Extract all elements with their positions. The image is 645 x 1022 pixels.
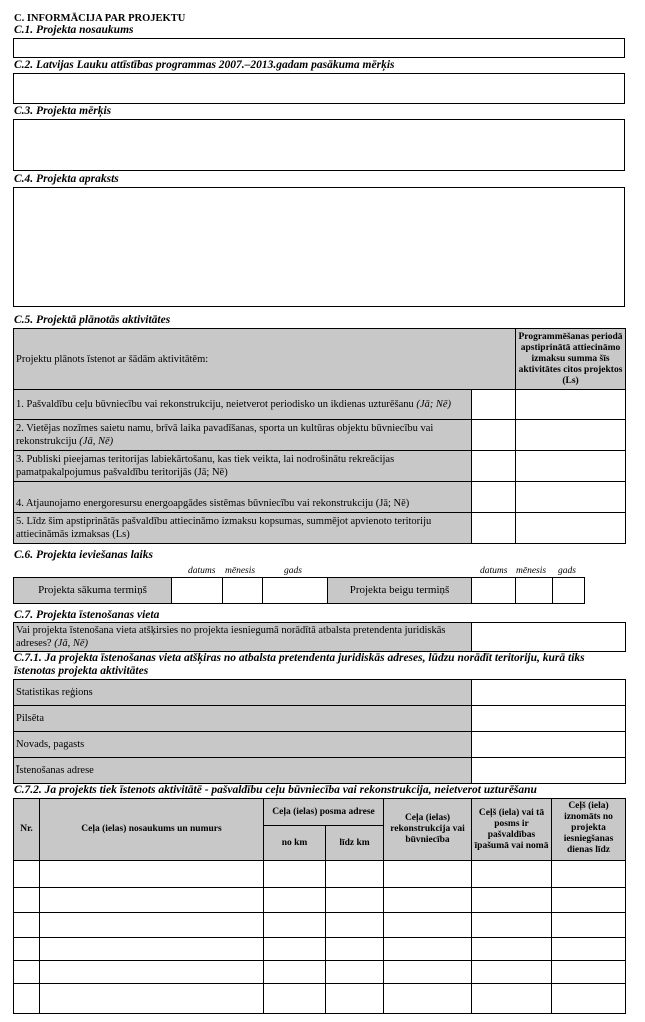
project-name-field[interactable]: [13, 38, 625, 58]
c3-label: C.3. Projekta mērķis: [14, 105, 112, 117]
activity-text: 2. Vietējas nozīmes saietu namu, brīvā laika pavadīšanas, sporta un kultūras objektu būvniecību vai rekonstrukciju (Jā, Nē): [14, 420, 472, 451]
from-km-header: no km: [264, 826, 326, 861]
county-parish-label: Novads, pagasts: [14, 732, 472, 758]
end-month-input[interactable]: [516, 578, 553, 604]
table-row: [14, 913, 626, 938]
c1-label: C.1. Projekta nosaukums: [14, 24, 134, 36]
reconstruction-header: Ceļa (ielas) rekonstrukcija vai būvniecība: [384, 799, 472, 861]
county-parish-input[interactable]: [472, 732, 626, 758]
activity-total-input[interactable]: [472, 513, 516, 544]
end-term-label: Projekta beigu termiņš: [328, 578, 472, 604]
c7-label: C.7. Projekta īstenošanas vieta: [14, 609, 160, 621]
location-question-table: [13, 622, 626, 652]
start-month-input[interactable]: [223, 578, 263, 604]
activity-text: 5. Līdz šim apstiprinātās pašvaldību attiecināmo izmaksu kopsumas, summējot apvienoto teritoriju attiecināmās izmaksas (Ls): [14, 513, 472, 544]
activity-cost-input[interactable]: [516, 482, 626, 513]
statistical-region-label: Statistikas reģions: [14, 680, 472, 706]
c5-label: C.5. Projektā plānotās aktivitātes: [14, 314, 171, 326]
table-row: [14, 984, 626, 1014]
end-year-label: gads: [558, 566, 576, 576]
leased-header: Ceļš (iela) iznomāts no projekta iesniegšanas dienas līdz: [552, 799, 626, 861]
activity-text: 3. Publiski pieejamas teritorijas labiekārtošanu, kas tiek veikta, lai nodrošinātu rekreācijas pamatpakalpojumus pašvaldību teritorijās (Jā; Nē): [14, 451, 472, 482]
nr-header: Nr.: [14, 799, 40, 861]
table-row: [14, 861, 626, 888]
activity-row: [14, 420, 626, 451]
activities-table: [13, 328, 626, 544]
project-description-field[interactable]: [13, 187, 625, 307]
ownership-header: Ceļš (iela) vai tā posms ir pašvaldības īpašumā vai nomā: [472, 799, 552, 861]
implementation-address-label: Īstenošanas adrese: [14, 758, 472, 784]
activity-row: [14, 390, 626, 420]
table-row: [14, 961, 626, 984]
activities-intro: Projektu plānots īstenot ar šādām aktivitātēm:: [14, 329, 516, 390]
activity-cost-input[interactable]: [516, 451, 626, 482]
end-month-label: mēnesis: [516, 566, 547, 576]
end-day-label: datums: [480, 566, 508, 576]
table-row: [14, 938, 626, 961]
section-title: C. INFORMĀCIJA PAR PROJEKTU: [14, 13, 186, 24]
activity-yes-no-input[interactable]: [472, 420, 516, 451]
activity-cost-input[interactable]: [516, 420, 626, 451]
location-question: Vai projekta īstenošana vieta atšķirsies no projekta iesniegumā norādītā atbalsta pretendenta juridiskās adreses? (Jā, Nē): [14, 623, 472, 652]
section-address-header: Ceļa (ielas) posma adrese: [264, 799, 384, 826]
table-row: [14, 888, 626, 913]
c6-label: C.6. Projekta ieviešanas laiks: [14, 549, 153, 561]
start-year-input[interactable]: [263, 578, 328, 604]
activity-cost-input[interactable]: [516, 390, 626, 420]
activity-row: [14, 451, 626, 482]
end-day-input[interactable]: [472, 578, 516, 604]
activity-row: [14, 482, 626, 513]
activity-text: 1. Pašvaldību ceļu būvniecību vai rekonstrukciju, neietverot periodisko un ikdienas uzturēšanu (Jā; Nē): [14, 390, 472, 420]
c2-label: C.2. Latvijas Lauku attīstības programmas 2007.–2013.gadam pasākuma mērķis: [14, 59, 395, 71]
activity-yes-no-input[interactable]: [472, 390, 516, 420]
activity-cost-input[interactable]: [516, 513, 626, 544]
roads-table: [13, 798, 626, 1014]
start-day-label: datums: [188, 566, 216, 576]
territory-table: [13, 679, 626, 784]
activity-yes-no-input[interactable]: [472, 482, 516, 513]
start-year-label: gads: [284, 566, 302, 576]
start-month-label: mēnesis: [225, 566, 256, 576]
statistical-region-input[interactable]: [472, 680, 626, 706]
activities-cost-header: Programmēšanas periodā apstiprinātā attiecināmo izmaksu summa šīs aktivitātes citos projektos (Ls): [516, 329, 626, 390]
location-answer-input[interactable]: [472, 623, 626, 652]
city-label: Pilsēta: [14, 706, 472, 732]
c72-label: C.7.2. Ja projekts tiek īstenots aktivitātē - pašvaldību ceļu būvniecība vai rekonstrukcija, neietverot uzturēšanu: [14, 784, 537, 796]
activity-text: 4. Atjaunojamo energoresursu energoapgādes sistēmas būvniecību vai rekonstrukciju (Jā; Nē): [14, 482, 472, 513]
city-input[interactable]: [472, 706, 626, 732]
to-km-header: līdz km: [326, 826, 384, 861]
road-name-header: Ceļa (ielas) nosaukums un numurs: [40, 799, 264, 861]
c4-label: C.4. Projekta apraksts: [14, 173, 119, 185]
c71-label: C.7.1. Ja projekta īstenošanas vieta atšķiras no atbalsta pretendenta juridiskās adreses, lūdzu norādīt teritoriju, kurā tiks īstenotas projekta aktivitātes: [14, 652, 585, 677]
programme-goal-field[interactable]: [13, 73, 625, 104]
implementation-address-input[interactable]: [472, 758, 626, 784]
project-goal-field[interactable]: [13, 119, 625, 171]
end-year-input[interactable]: [553, 578, 585, 604]
start-day-input[interactable]: [172, 578, 223, 604]
activity-row: [14, 513, 626, 544]
activity-yes-no-input[interactable]: [472, 451, 516, 482]
timeline-table: [13, 577, 585, 604]
start-term-label: Projekta sākuma termiņš: [14, 578, 172, 604]
